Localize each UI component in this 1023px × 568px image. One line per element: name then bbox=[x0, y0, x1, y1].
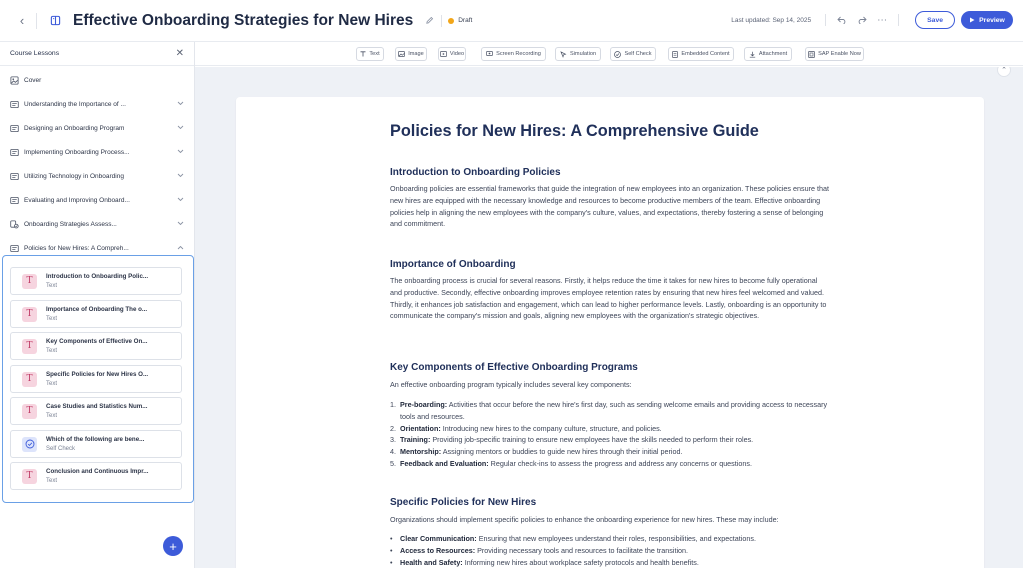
back-chevron-icon[interactable]: ‹ bbox=[19, 13, 25, 28]
child-card-type: Text bbox=[46, 316, 58, 322]
child-card-text bbox=[46, 306, 147, 322]
status-badge: Draft bbox=[458, 17, 473, 24]
list-item[interactable] bbox=[390, 458, 830, 470]
lesson-icon bbox=[10, 124, 19, 133]
list-item-term: Mentorship: bbox=[400, 447, 442, 457]
close-icon[interactable]: ✕ bbox=[175, 48, 184, 59]
list-item[interactable] bbox=[390, 446, 830, 458]
section-heading-specific-policies[interactable]: Specific Policies for New Hires bbox=[390, 497, 537, 508]
list-item-text: Providing necessary tools and resources to facilitate the transition. bbox=[477, 545, 689, 555]
list-item-term: Orientation: bbox=[400, 423, 441, 433]
text-type-icon: T bbox=[22, 372, 37, 387]
list-item-text: Introducing new hires to the company culture, structure, and policies. bbox=[442, 423, 662, 433]
sidebar-lesson-item[interactable] bbox=[0, 140, 194, 164]
child-card-title: Introduction to Onboarding Polic... bbox=[46, 273, 149, 280]
list-item-term: Pre-boarding: bbox=[400, 400, 448, 409]
section-intro-specific-policies[interactable]: Organizations should implement specific policies to enhance the onboarding experience for new hires. These may include: bbox=[390, 515, 779, 524]
text-type-icon: T bbox=[22, 404, 37, 419]
sidebar-lesson-label: Cover bbox=[24, 76, 42, 84]
toolbar-embedded-content-button[interactable] bbox=[668, 47, 734, 61]
embedded-content-icon bbox=[672, 51, 678, 58]
preview-label: Preview bbox=[979, 16, 1005, 24]
sidebar-lesson-item[interactable] bbox=[0, 116, 194, 140]
chevron-down-icon[interactable] bbox=[177, 173, 184, 180]
toolbar-screen-recording-button[interactable] bbox=[481, 47, 546, 61]
lesson-child-card[interactable] bbox=[10, 300, 182, 328]
list-item-term: Access to Resources: bbox=[400, 545, 476, 555]
text-icon bbox=[360, 51, 366, 57]
list-item-term: Training: bbox=[400, 435, 431, 445]
child-card-type: Text bbox=[46, 478, 58, 484]
title-divider bbox=[441, 15, 442, 27]
header-actions bbox=[731, 11, 1013, 29]
section-body-importance[interactable]: The onboarding process is crucial for several reasons. Firstly, it helps reduce the time it takes for new hires to become fully operational and productive. Secondly, effective onboarding improves employee retention rates by ensuring that new hires feel welcomed and valued. Thirdly, it enhances job satisfaction and engagement, which can lead to higher performance levels. Lastly, onboarding is an opportunity to communicate the company's mission and goals, aligning new employees with the organization's strategic objectives. bbox=[390, 276, 827, 321]
preview-button[interactable] bbox=[961, 11, 1013, 29]
save-button[interactable]: Save bbox=[915, 11, 955, 29]
list-item-text: Informing new hires about workplace safety protocols and health benefits. bbox=[464, 557, 699, 567]
document-title[interactable]: Policies for New Hires: A Comprehensive Guide bbox=[390, 122, 759, 140]
toolbar-sap-enable-now-button[interactable] bbox=[805, 47, 864, 61]
lesson-icon bbox=[10, 196, 19, 205]
lesson-child-card[interactable] bbox=[10, 365, 182, 393]
key-components-list bbox=[390, 399, 830, 470]
collapse-chevron-up-icon[interactable]: ⌃ bbox=[997, 67, 1011, 77]
toolbar-text-button[interactable] bbox=[356, 47, 384, 61]
self-check-icon bbox=[22, 437, 37, 452]
course-lessons-sidebar bbox=[0, 42, 195, 568]
sidebar-header bbox=[0, 42, 194, 66]
list-item[interactable] bbox=[390, 399, 830, 423]
list-number: 4. bbox=[390, 447, 396, 457]
chevron-down-icon[interactable] bbox=[177, 101, 184, 108]
actions-divider-2 bbox=[898, 14, 899, 26]
toolbar-button-label: Simulation bbox=[569, 51, 597, 57]
list-item[interactable] bbox=[390, 434, 830, 446]
list-item-text: Providing job-specific training to ensure new employees have the skills needed to perform their roles. bbox=[432, 435, 754, 445]
child-card-type: Text bbox=[46, 381, 58, 387]
lesson-child-card[interactable] bbox=[10, 332, 182, 360]
image-icon bbox=[10, 76, 19, 85]
section-heading-importance[interactable]: Importance of Onboarding bbox=[390, 259, 516, 270]
add-content-button[interactable]: + bbox=[163, 536, 183, 556]
list-number: 1. bbox=[390, 400, 396, 409]
sidebar-lesson-label: Policies for New Hires: A Compreh... bbox=[24, 244, 129, 252]
sidebar-lesson-label: Implementing Onboarding Process... bbox=[24, 148, 130, 156]
child-card-title: Specific Policies for New Hires O... bbox=[46, 371, 149, 378]
list-item-text: Regular check-ins to assess the progress and address any concerns or questions. bbox=[490, 458, 752, 468]
sidebar-lesson-item[interactable] bbox=[0, 68, 194, 92]
child-card-title: Which of the following are bene... bbox=[46, 436, 145, 443]
sidebar-lesson-label: Evaluating and Improving Onboard... bbox=[24, 196, 130, 204]
undo-icon[interactable] bbox=[834, 12, 850, 28]
sidebar-lesson-item[interactable] bbox=[0, 164, 194, 188]
bullet-icon: • bbox=[390, 545, 393, 555]
lesson-icon bbox=[10, 148, 19, 157]
child-card-text bbox=[46, 403, 147, 419]
section-intro-key-components[interactable]: An effective onboarding program typically includes several key components: bbox=[390, 380, 632, 389]
document-page bbox=[236, 97, 984, 568]
sidebar-lesson-item[interactable] bbox=[0, 92, 194, 116]
list-number: 3. bbox=[390, 435, 396, 445]
content-toolbar bbox=[195, 42, 1023, 66]
toolbar-button-label: SAP Enable Now bbox=[818, 51, 861, 57]
course-title[interactable]: Effective Onboarding Strategies for New Hires bbox=[73, 11, 414, 29]
lesson-icon bbox=[10, 244, 19, 253]
toolbar-button-label: Text bbox=[369, 51, 380, 57]
simulation-icon bbox=[560, 51, 567, 58]
chevron-up-icon[interactable] bbox=[177, 245, 184, 252]
toolbar-simulation-button[interactable] bbox=[555, 47, 601, 61]
child-card-text bbox=[46, 273, 148, 289]
specific-policies-list bbox=[390, 533, 830, 568]
video-icon bbox=[440, 51, 447, 57]
child-card-title: Importance of Onboarding The o... bbox=[46, 306, 148, 313]
header-divider bbox=[36, 13, 37, 29]
more-options-icon[interactable]: ⋯ bbox=[877, 14, 888, 26]
chevron-down-icon[interactable] bbox=[177, 197, 184, 204]
list-item-term: Clear Communication: bbox=[400, 534, 477, 543]
edit-pencil-icon[interactable] bbox=[423, 15, 435, 27]
sidebar-lesson-item[interactable] bbox=[0, 212, 194, 236]
text-type-icon: T bbox=[22, 469, 37, 484]
child-card-type: Self Check bbox=[46, 446, 76, 452]
toolbar-self-check-button[interactable] bbox=[610, 47, 656, 61]
list-item[interactable] bbox=[390, 557, 830, 568]
chevron-down-icon[interactable] bbox=[177, 221, 184, 228]
lesson-icon bbox=[10, 172, 19, 181]
list-item-text: Activities that occur before the new hire's first day, such as sending welcome emails and providing access to necessary tools and resources. bbox=[400, 400, 828, 421]
toolbar-button-label: Self Check bbox=[624, 51, 652, 57]
child-card-text bbox=[46, 371, 148, 387]
toolbar-image-button[interactable] bbox=[395, 47, 427, 61]
toolbar-button-label: Video bbox=[449, 51, 465, 57]
actions-divider bbox=[825, 14, 826, 26]
sidebar-lesson-label: Onboarding Strategies Assess... bbox=[24, 220, 117, 228]
bullet-icon: • bbox=[390, 557, 393, 567]
chevron-down-icon[interactable] bbox=[177, 125, 184, 132]
child-card-text bbox=[46, 468, 148, 484]
sap-enable-now-icon bbox=[808, 51, 815, 58]
text-type-icon: T bbox=[22, 307, 37, 322]
bullet-icon: • bbox=[390, 534, 393, 543]
list-number: 2. bbox=[390, 423, 396, 433]
section-heading-key-components[interactable]: Key Components of Effective Onboarding Programs bbox=[390, 362, 638, 373]
list-item-term: Feedback and Evaluation: bbox=[400, 458, 489, 468]
child-card-text bbox=[46, 338, 147, 354]
lesson-child-card[interactable] bbox=[10, 267, 182, 295]
list-number: 5. bbox=[390, 458, 396, 468]
child-card-type: Text bbox=[46, 413, 58, 419]
toolbar-button-label: Embedded Content bbox=[681, 51, 730, 57]
sidebar-lesson-label: Understanding the Importance of ... bbox=[24, 100, 126, 108]
child-card-title: Conclusion and Continuous Impr... bbox=[46, 468, 149, 475]
text-type-icon: T bbox=[22, 274, 37, 289]
chevron-down-icon[interactable] bbox=[177, 149, 184, 156]
lesson-icon bbox=[10, 100, 19, 109]
play-icon bbox=[969, 17, 975, 23]
lesson-child-card[interactable] bbox=[10, 430, 182, 458]
sidebar-title: Course Lessons bbox=[10, 50, 60, 57]
child-card-type: Text bbox=[46, 348, 58, 354]
image-icon bbox=[398, 51, 405, 57]
sidebar-lesson-item[interactable] bbox=[0, 188, 194, 212]
self-check-icon bbox=[614, 51, 621, 58]
screen-recording-icon bbox=[486, 51, 493, 57]
assessment-icon bbox=[10, 220, 19, 229]
child-card-title: Case Studies and Statistics Num... bbox=[46, 403, 148, 410]
list-item[interactable] bbox=[390, 545, 830, 557]
child-card-type: Text bbox=[46, 283, 58, 289]
child-card-title: Key Components of Effective On... bbox=[46, 338, 148, 345]
lesson-child-card[interactable] bbox=[10, 462, 182, 490]
list-item[interactable] bbox=[390, 423, 830, 435]
text-type-icon: T bbox=[22, 339, 37, 354]
course-book-icon bbox=[47, 13, 63, 29]
editor-canvas bbox=[195, 67, 1023, 568]
list-item[interactable] bbox=[390, 533, 830, 545]
sidebar-lesson-label: Designing an Onboarding Program bbox=[24, 124, 125, 132]
last-updated-text: Last updated: Sep 14, 2025 bbox=[731, 16, 812, 24]
toolbar-button-label: Attachment bbox=[758, 51, 788, 57]
toolbar-video-button[interactable] bbox=[438, 47, 466, 61]
sidebar-lesson-label: Utilizing Technology in Onboarding bbox=[24, 172, 124, 180]
redo-icon[interactable] bbox=[854, 12, 870, 28]
list-item-text: Assigning mentors or buddies to guide new hires through their initial period. bbox=[442, 447, 683, 457]
child-card-text bbox=[46, 436, 144, 452]
section-heading-introduction[interactable]: Introduction to Onboarding Policies bbox=[390, 167, 561, 178]
top-header bbox=[0, 0, 1023, 42]
toolbar-button-label: Image bbox=[408, 51, 424, 57]
draft-status-dot bbox=[448, 18, 454, 24]
lesson-child-card[interactable] bbox=[10, 397, 182, 425]
list-item-term: Health and Safety: bbox=[400, 557, 463, 567]
list-item-text: Ensuring that new employees understand their roles, responsibilities, and expectations. bbox=[478, 534, 756, 543]
attachment-icon bbox=[749, 51, 756, 58]
section-body-introduction[interactable]: Onboarding policies are essential frameworks that guide the integration of new employees into an organization. These policies ensure that new hires are equipped with the necessary knowledge and resources to become productive members of the team. Effective onboarding policies help in aligning the new employees with the company's culture, values, and expectations, thereby fostering a sense of belonging and commitment. bbox=[390, 184, 829, 229]
toolbar-attachment-button[interactable] bbox=[744, 47, 792, 61]
toolbar-button-label: Screen Recording bbox=[496, 51, 541, 57]
